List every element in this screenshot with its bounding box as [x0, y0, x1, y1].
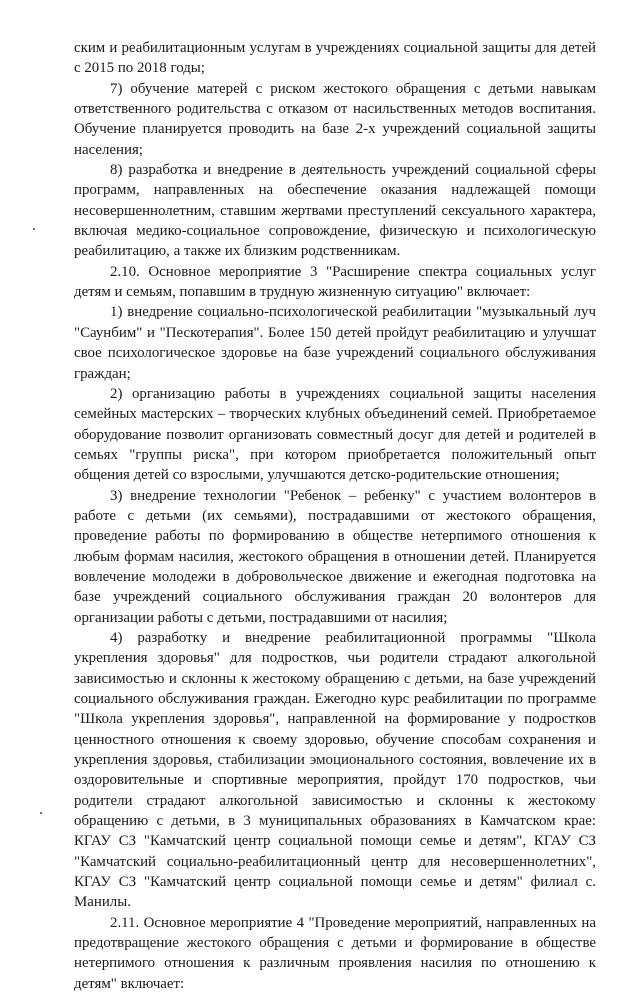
- paragraph-section-2-10: 2.10. Основное мероприятие 3 "Расширение спектра социальных услуг детям и семьям, попавшим в трудную жизненную ситуацию" включает:: [74, 263, 596, 301]
- paragraph-item-1: 1) внедрение социально-психологической реабилитации "музыкальный луч "Саунбим" и "Пескотерапия". Более 150 детей пройдут реабилитацию и улучшат свое психологическое здоровье на базе учреждений социального обслуживания граждан;: [74, 304, 596, 382]
- paragraph-continuation: ским и реабилитационным услугам в учреждениях социальной защиты для детей с 2015 по 2018 годы;: [74, 40, 596, 77]
- margin-mark-top: [33, 228, 35, 230]
- paragraph-item-4: 4) разработку и внедрение реабилитационной программы "Школа укрепления здоровья" для подростков, чьи родители страдают алкогольной зависимостью и склонны к жестокому обращению с детьми, на базе учреждений социального обслуживания граждан. Ежегодно курс реабилитации по программе "Школа укрепления здоровья", направленной на формирование у подростков ценностного отношения к своему здоровью, обучение способам сохранения и укрепления здоровья, стабилизации эмоционального состояния, вовлечение их в оздоровительные и спортивные мероприятия, пройдут 170 подростков, чьи родители страдают алкогольной зависимостью и склонны к жестокому обращению с детьми, в 3 муниципальных образованиях в Камчатском крае: КГАУ СЗ "Камчатский центр социальной помощи семье и детям", КГАУ СЗ "Камчатский социально-реабилитационный центр для несовершеннолетних", КГАУ СЗ "Камчатский центр социальной помощи семье и детям" филиал с. Манилы.: [74, 629, 596, 911]
- paragraph-item-2: 2) организацию работы в учреждениях социальной защиты населения семейных мастерских – творческих клубных объединений семей. Приобретаемое оборудование позволит организовать совместный досуг для детей и родителей в семьях "группы риска", при котором приобретается положительный опыт общения детей со взрослыми, улучшаются детско-родительские отношения;: [74, 385, 596, 484]
- paragraph-item-7: 7) обучение матерей с риском жестокого обращения с детьми навыкам ответственного родительства с отказом от насильственных методов воспитания. Обучение планируется проводить на базе 2-х учреждений социальной защиты населения;: [74, 80, 596, 158]
- margin-mark-bottom: [40, 812, 42, 814]
- document-body: [74, 38, 596, 994]
- paragraph-item-3: 3) внедрение технологии "Ребенок – ребенку" с участием волонтеров в работе с детьми (их семьями), пострадавшими от жестокого обращения, проведение работы по формированию в обществе нетерпимого отношения к любым формам насилия, жестокого обращения в отношении детей. Планируется вовлечение молодежи в добровольческое движение и ежегодная подготовка на базе учреждений социального обслуживания граждан 20 волонтеров для организации работы с детьми, пострадавшими от насилия;: [74, 487, 596, 626]
- paragraph-item-8: 8) разработка и внедрение в деятельность учреждений социальной сферы программ, направленных на обеспечение оказания надлежащей помощи несовершеннолетним, ставшим жертвами преступлений сексуального характера, включая медико-социальное сопровождение, физическую и психологическую реабилитацию, а также их близким родственникам.: [74, 162, 596, 260]
- paragraph-section-2-11: 2.11. Основное мероприятие 4 "Проведение мероприятий, направленных на предотвращение жестокого обращения с детьми и формирование в обществе нетерпимого отношения к различным проявления насилия по отношению к детям" включает:: [74, 914, 596, 992]
